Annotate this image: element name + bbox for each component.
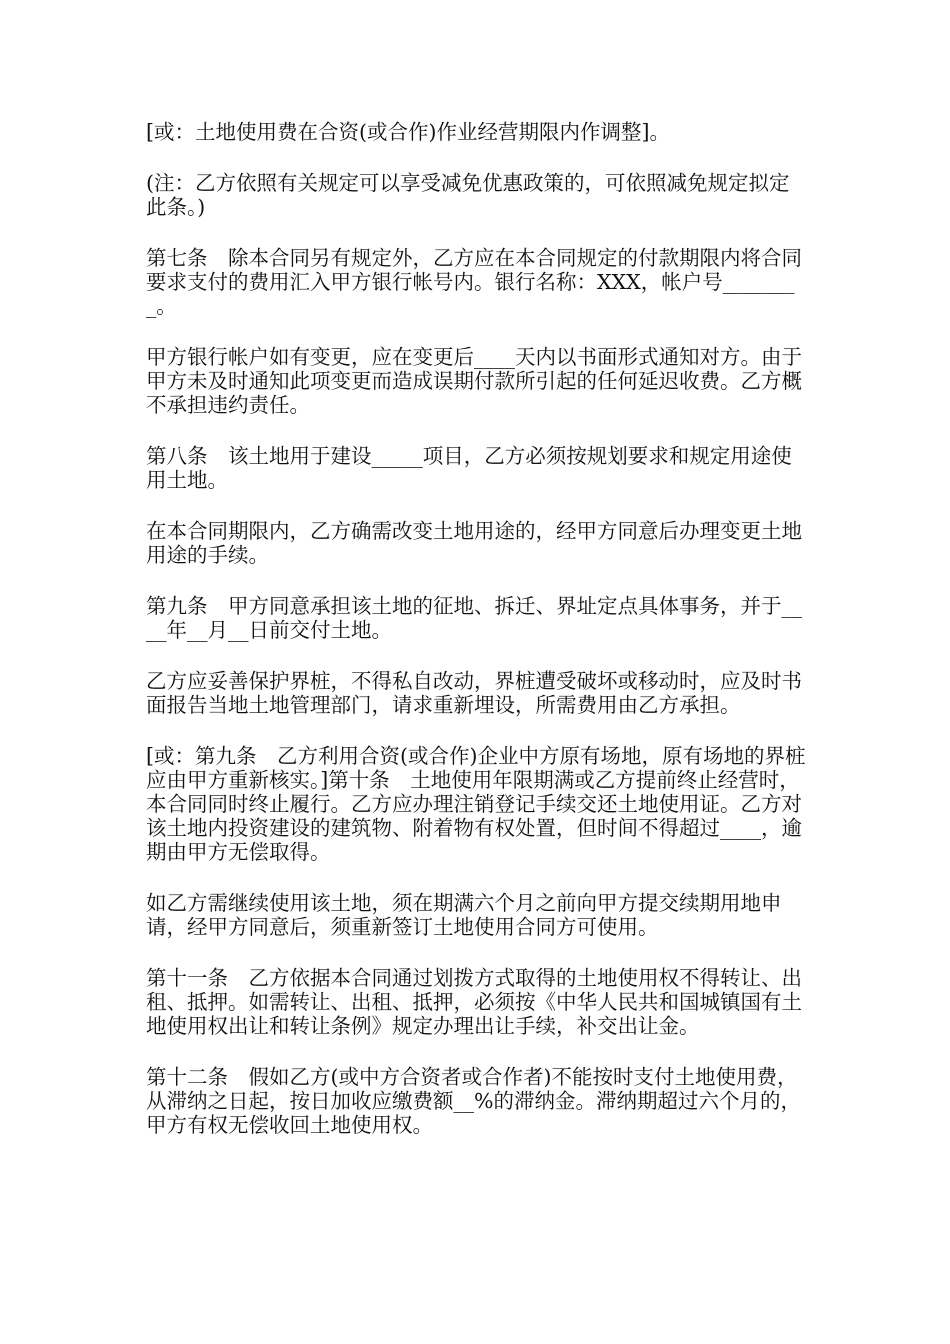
paragraph-land-fee-adjustment: [或：土地使用费在合资(或合作)作业经营期限内作调整]。 [146,120,670,144]
paragraph-boundary-markers: 乙方应妥善保护界桩，不得私自改动，界桩遭受破坏或移动时，应及时书面报告当地土地管理部门，请求重新埋设，所需费用由乙方承担。 [146,669,802,717]
document-body [146,120,808,1164]
paragraph-renewal: 如乙方需继续使用该土地，须在期满六个月之前向甲方提交续期用地申请，经甲方同意后，须重新签订土地使用合同方可使用。 [146,891,782,939]
paragraph-article-12: 第十二条 假如乙方(或中方合资者或合作者)不能按时支付土地使用费，从滞纳之日起，按日加收应缴费额__%的滞纳金。滞纳期超过六个月的，甲方有权无偿收回土地使用权。 [146,1065,801,1137]
paragraph-article-9-alt-and-10: [或：第九条 乙方利用合资(或合作)企业中方原有场地，原有场地的界桩应由甲方重新核实。]第十条 土地使用年限期满或乙方提前终止经营时，本合同同时终止履行。乙方应办理注销登记手续交还土地使用证。乙方对该土地内投资建设的建筑物、附着物有权处置，但时间不得超过____，逾期由甲方无偿取得。 [146,744,806,864]
paragraph-article-11: 第十一条 乙方依据本合同通过划拨方式取得的土地使用权不得转让、出租、抵押。如需转让、出租、抵押，必须按《中华人民共和国城镇国有土地使用权出让和转让条例》规定办理出让手续，补交出让金。 [146,966,802,1038]
paragraph-bank-account-change: 甲方银行帐户如有变更，应在变更后____天内以书面形式通知对方。由于甲方未及时通知此项变更而造成误期付款所引起的任何延迟收费。乙方概不承担违约责任。 [146,345,802,417]
paragraph-land-use-change: 在本合同期限内，乙方确需改变土地用途的，经甲方同意后办理变更土地用途的手续。 [146,519,802,567]
paragraph-article-9: 第九条 甲方同意承担该土地的征地、拆迁、界址定点具体事务，并于____年__月__日前交付土地。 [146,594,802,642]
paragraph-note-preferential-policy: (注：乙方依照有关规定可以享受减免优惠政策的，可依照减免规定拟定此条。) [146,171,790,219]
paragraph-article-8: 第八条 该土地用于建设_____项目，乙方必须按规划要求和规定用途使用土地。 [146,444,792,492]
paragraph-article-7: 第七条 除本合同另有规定外，乙方应在本合同规定的付款期限内将合同要求支付的费用汇入甲方银行帐号内。银行名称：XXX，帐户号________。 [146,246,802,318]
